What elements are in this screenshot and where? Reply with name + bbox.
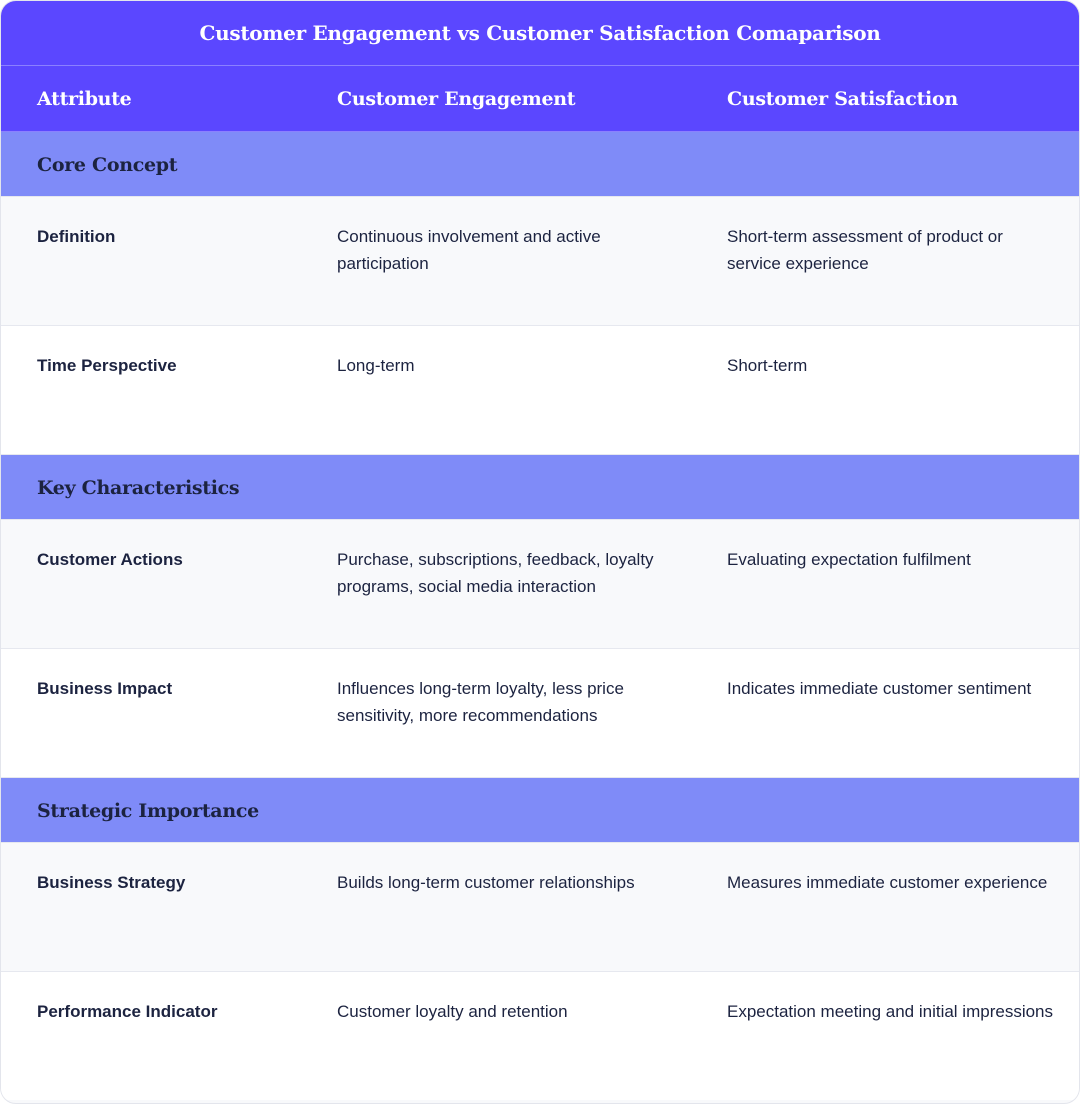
table-title-bar <box>1 1 1079 66</box>
header-attribute: Attribute <box>37 88 132 110</box>
section-title: Strategic Importance <box>37 800 259 822</box>
table-row <box>1 843 1079 972</box>
satisfaction-cell: Short-term assessment of product or service experience <box>727 227 1003 273</box>
engagement-cell: Purchase, subscriptions, feedback, loyalty programs, social media interaction <box>337 550 654 596</box>
table-row <box>1 197 1079 326</box>
header-customer-satisfaction: Customer Satisfaction <box>727 88 958 110</box>
engagement-cell: Long-term <box>337 356 415 375</box>
engagement-cell: Influences long-term loyalty, less price sensitivity, more recommendations <box>337 679 624 725</box>
engagement-cell: Continuous involvement and active participation <box>337 227 601 273</box>
table-row <box>1 520 1079 649</box>
attribute-cell: Customer Actions <box>37 550 183 569</box>
attribute-cell: Business Strategy <box>37 873 186 892</box>
satisfaction-cell: Expectation meeting and initial impressions <box>727 1002 1054 1021</box>
section-strategic-importance <box>1 778 1079 843</box>
table-title: Customer Engagement vs Customer Satisfaction Comaparison <box>199 21 881 45</box>
attribute-cell: Time Perspective <box>37 356 177 375</box>
header-customer-engagement: Customer Engagement <box>337 88 576 110</box>
satisfaction-cell: Evaluating expectation fulfilment <box>727 550 971 569</box>
satisfaction-cell: Measures immediate customer experience <box>727 873 1048 892</box>
table-row <box>1 326 1079 455</box>
section-title: Key Characteristics <box>37 477 240 499</box>
engagement-cell: Builds long-term customer relationships <box>337 873 635 892</box>
section-key-characteristics <box>1 455 1079 520</box>
satisfaction-cell: Short-term <box>727 356 808 375</box>
table-row <box>1 649 1079 778</box>
section-core-concept <box>1 132 1079 197</box>
table-row <box>1 972 1079 1100</box>
satisfaction-cell: Indicates immediate customer sentiment <box>727 679 1032 698</box>
table-header-row <box>1 66 1079 132</box>
section-title: Core Concept <box>37 154 178 176</box>
engagement-cell: Customer loyalty and retention <box>337 1002 568 1021</box>
attribute-cell: Performance Indicator <box>37 1002 218 1021</box>
attribute-cell: Business Impact <box>37 679 173 698</box>
attribute-cell: Definition <box>37 227 116 246</box>
